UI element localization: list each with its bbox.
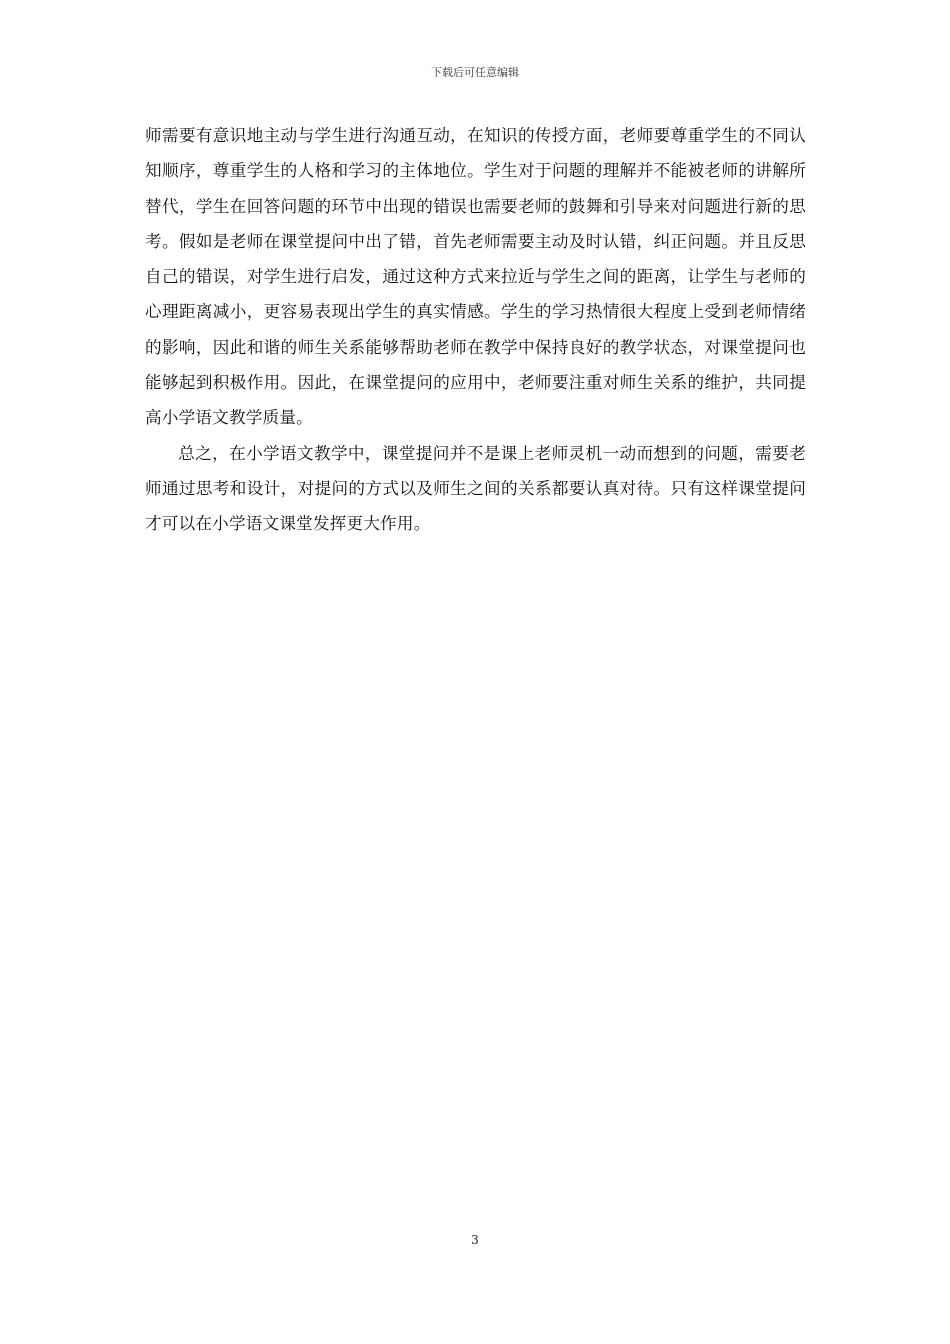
page-header: 下载后可任意编辑 xyxy=(431,66,519,79)
document-body xyxy=(145,118,806,542)
body-paragraph-conclusion: 总之，在小学语文教学中，课堂提问并不是课上老师灵机一动而想到的问题，需要老师通过思考和设计，对提问的方式以及师生之间的关系都要认真对待。只有这样课堂提问才可以在小学语文课堂发挥更大作用。 xyxy=(145,443,806,534)
page-number: 3 xyxy=(471,1233,479,1247)
body-paragraph-continued: 师需要有意识地主动与学生进行沟通互动，在知识的传授方面，老师要尊重学生的不同认知顺序，尊重学生的人格和学习的主体地位。学生对于问题的理解并不能被老师的讲解所替代，学生在回答问题的环节中出现的错误也需要老师的鼓舞和引导来对问题进行新的思考。假如是老师在课堂提问中出了错，首先老师需要主动及时认错，纠正问题。并且反思自己的错误，对学生进行启发，通过这种方式来拉近与学生之间的距离，让学生与老师的心理距离减小，更容易表现出学生的真实情感。学生的学习热情很大程度上受到老师情绪的影响，因此和谐的师生关系能够帮助老师在教学中保持良好的教学状态，对课堂提问也能够起到积极作用。因此，在课堂提问的应用中，老师要注重对师生关系的维护，共同提高小学语文教学质量。 xyxy=(145,126,806,428)
